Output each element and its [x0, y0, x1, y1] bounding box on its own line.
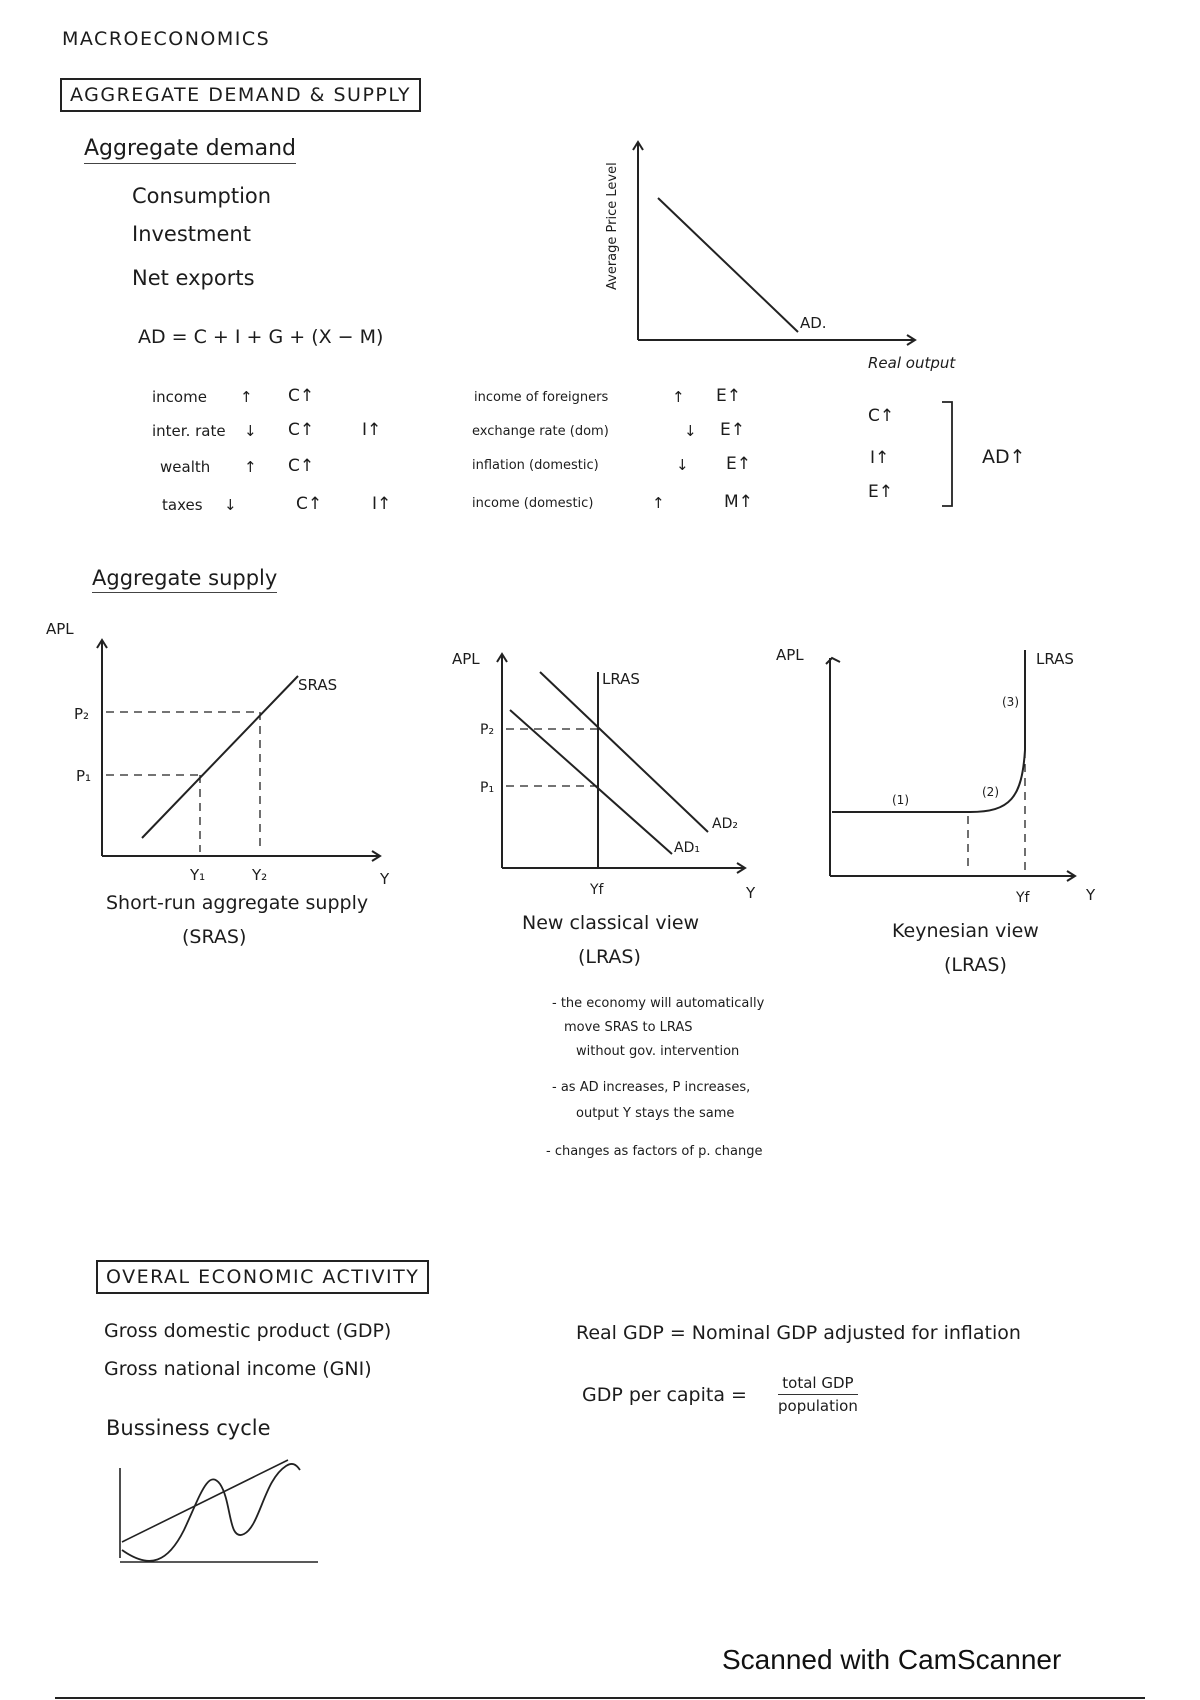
scanner-watermark: Scanned with CamScanner	[722, 1644, 1062, 1675]
keynesian-range1-label: (1)	[892, 793, 909, 807]
note-line-2: move SRAS to LRAS	[564, 1020, 693, 1035]
factor-left-1-arrow: ↓	[244, 422, 257, 440]
fraction-numerator: total GDP	[778, 1374, 858, 1395]
factor-mid-3-arrow: ↑	[652, 494, 665, 512]
sras-x-label: Y	[380, 870, 390, 888]
keynesian-y-arrow	[826, 658, 840, 664]
bc-cycle-curve	[122, 1464, 300, 1561]
keynesian-x-label: Y	[1086, 886, 1096, 904]
factor-left-3-arrow: ↓	[224, 496, 237, 514]
keynesian-graph	[770, 640, 1110, 906]
classical-ad1-curve	[510, 710, 672, 854]
keynesian-caption-abbr: (LRAS)	[944, 954, 1007, 976]
sras-p2-label: P₂	[74, 705, 90, 723]
real-gdp-definition: Real GDP = Nominal GDP adjusted for inflation	[576, 1322, 1021, 1344]
ad-heading: Aggregate demand	[84, 136, 296, 164]
section-heading-ad-as: AGGREGATE DEMAND & SUPPLY	[60, 78, 421, 112]
classical-yf-label: Yf	[590, 882, 604, 898]
sras-y2-label: Y₂	[252, 866, 268, 884]
note-line-4: - as AD increases, P increases,	[552, 1080, 751, 1095]
factor-mid-2-arrow: ↓	[676, 456, 689, 474]
section-heading-economic-activity: OVERAL ECONOMIC ACTIVITY	[96, 1260, 429, 1294]
item-gdp: Gross domestic product (GDP)	[104, 1320, 392, 1342]
sras-y1-label: Y₁	[190, 866, 206, 884]
sras-p1-label: P₁	[76, 767, 92, 785]
factor-left-2-effect: C↑	[288, 456, 315, 476]
ad-curve	[658, 198, 798, 332]
classical-ad2-curve	[540, 672, 708, 832]
classical-p1-label: P₁	[480, 780, 495, 796]
gdp-per-capita-label: GDP per capita =	[582, 1384, 747, 1406]
classical-ad2-label: AD₂	[712, 816, 738, 832]
sras-curve-label: SRAS	[298, 676, 338, 694]
factor-mid-3-effect: M↑	[724, 492, 753, 512]
sras-curve	[142, 676, 298, 838]
keynesian-caption: Keynesian view	[892, 920, 1039, 942]
factor-left-0-effect: C↑	[288, 386, 315, 406]
as-heading: Aggregate supply	[92, 566, 277, 593]
factor-mid-0-effect: E↑	[716, 386, 741, 406]
sras-graph	[40, 620, 410, 898]
note-line-5: output Y stays the same	[576, 1106, 735, 1121]
component-net-exports: Net exports	[132, 266, 255, 290]
classical-ad1-label: AD₁	[674, 840, 700, 856]
gdp-per-capita-fraction	[778, 1374, 858, 1415]
classical-p2-label: P₂	[480, 722, 495, 738]
business-cycle-heading: Bussiness cycle	[106, 1416, 271, 1440]
component-investment: Investment	[132, 222, 251, 246]
classical-lras-label: LRAS	[602, 670, 640, 688]
summary-e: E↑	[868, 482, 893, 502]
factor-left-1-name: inter. rate	[152, 422, 226, 440]
factor-mid-2-effect: E↑	[726, 454, 751, 474]
business-cycle-graph	[110, 1450, 330, 1570]
ad-x-label: Real output	[868, 354, 956, 372]
factor-left-3-effect: C↑	[296, 494, 323, 514]
footer-divider	[55, 1697, 1145, 1699]
classical-y-label: APL	[452, 650, 480, 668]
ad-curve-label: AD.	[800, 314, 827, 332]
summary-c: C↑	[868, 406, 895, 426]
factor-mid-1-effect: E↑	[720, 420, 745, 440]
ad-y-label: Average Price Level	[605, 162, 620, 290]
factor-mid-0-arrow: ↑	[672, 388, 685, 406]
factor-mid-2-name: inflation (domestic)	[472, 458, 599, 473]
note-line-3: without gov. intervention	[576, 1044, 740, 1059]
sras-caption-abbr: (SRAS)	[182, 926, 247, 948]
factor-left-1-effect: C↑	[288, 420, 315, 440]
summary-bracket	[940, 398, 960, 510]
ad-formula: AD = C + I + G + (X − M)	[138, 326, 384, 348]
factor-left-3-name: taxes	[162, 496, 203, 514]
classical-x-label: Y	[746, 884, 756, 902]
factor-mid-1-arrow: ↓	[684, 422, 697, 440]
note-line-1: - the economy will automatically	[552, 996, 765, 1011]
factor-mid-3-name: income (domestic)	[472, 496, 594, 511]
classical-caption-abbr: (LRAS)	[578, 946, 641, 968]
classical-caption: New classical view	[522, 912, 700, 934]
page-title: MACROECONOMICS	[62, 28, 271, 50]
factor-left-0-arrow: ↑	[240, 388, 253, 406]
keynesian-y-label: APL	[776, 646, 804, 664]
keynesian-lras-label: LRAS	[1036, 650, 1074, 668]
sras-caption: Short-run aggregate supply	[106, 892, 369, 914]
item-gni: Gross national income (GNI)	[104, 1358, 372, 1380]
factor-mid-1-name: exchange rate (dom)	[472, 424, 609, 439]
factor-mid-0-name: income of foreigners	[474, 390, 609, 405]
keynesian-yf-label: Yf	[1016, 890, 1030, 906]
factor-left-1-extra: I↑	[362, 420, 382, 440]
factor-left-2-arrow: ↑	[244, 458, 257, 476]
ad-graph	[600, 140, 956, 372]
fraction-denominator: population	[778, 1397, 858, 1415]
keynesian-range3-label: (3)	[1002, 695, 1019, 709]
summary-result: AD↑	[982, 446, 1026, 468]
classical-graph	[440, 640, 770, 900]
keynesian-range2-label: (2)	[982, 785, 999, 799]
factor-left-3-extra: I↑	[372, 494, 392, 514]
summary-i: I↑	[870, 448, 890, 468]
factor-left-2-name: wealth	[160, 458, 211, 476]
factor-left-0-name: income	[152, 388, 207, 406]
component-consumption: Consumption	[132, 184, 272, 208]
note-line-6: - changes as factors of p. change	[546, 1144, 763, 1159]
sras-y-label: APL	[46, 620, 74, 638]
